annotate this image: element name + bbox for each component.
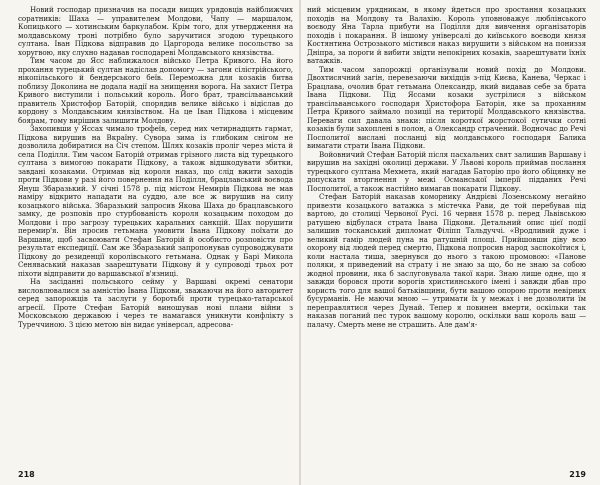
paragraph: Войовничий Стефан Баторій після пасхальних свят залишив Варшаву і вирушив на західні околиці держави. У Львові король приймав послання турецького султана Мехмета, який нагадав Баторію про його обіцянку не допускати вторгнення у межі Османської імперії підданих Речі Посполитої, а також настійно вимагав покарати Підкову. — [307, 149, 586, 193]
paragraph: Захопивши у Яссах чимало трофеїв, серед них четирнадцять гармат, Підкова вирушив на Вкраїну. Сувора зима із глибоким снігом не дозволила добиратися на Січ степом. Шлях козаків проліг через міста й села Поділля. Тим часом Баторій отримав грізного листа від турецького султана з вимогою покарати Підкову, а також відшкодувати збитки, завдані козаками. Отримав від короля наказ, що слід вжити заходів проти Підкови у разі його повернення на Поділля, брацлавський воєвода Януш Збаразький. У січні 1578 р. під містом Немирів Підкова не мав наміру відкрито нападати на суддю, але все ж вирушив на силу козацького війська. Збаразький запросив Якова Шаха до брацлавського замку, де розповів про стурбованість короля козацьким походом до Молдови і про загрозу турецьких каральних санкцій. Шах порушити перемир'я. Він просив гетьмана умовити Івана Підкову поїхати до Варшави, щоб засвоювати Стефан Баторій й особисто розповісти про результат експедиції. Сам же Збаразький запропонував супроводжувати Підкову до резиденції королівського гетьмана. Однак у Барі Микола Сеняваський наказав заарештувати Підкову й у супроводі трьох рот піхоти відправити до варшавської в'язниці. — [18, 124, 293, 278]
paragraph: Тим часом запорожці організували новий похід до Молдови. Двохтисячний загін, перевезаючи вихідців з-під Києва, Канева, Черкас і Брацлава, очолив брат гетьмана Олександр, який видавав себе за брата Івана Підкови. Під Яссами козаки зустрілися з військом трансільванського господаря Христофора Баторія, яке за проханням Петра Кривого займало позиції на території Молдавського князівства. Переваги сил давала знаки: після короткої жорстокої сутички сотні козаків були захоплені в полон, а Олександр страчений. Водночас до Речі Посполитої вислані посланці від молдавського господаря Балика вимагати страти Івана Підкови. — [307, 64, 586, 150]
right-page-text — [307, 6, 586, 329]
left-page-text — [18, 6, 293, 329]
paragraph: Стефан Баторій наказав коморнику Андрієві Лозенському негайно привезти козацького ватажка з містечка Рави, де той перебував під вартою, до столиці Червоної Русі. 16 червня 1578 р. перед Львівською ратушею відбулася страта Івана Підкови. Детальний опис цієї події залишив тосканський дипломат Філіпп Тальдуччі. «Вродливий дуже і великий гамір людей пуна на ратушній площі. Прийшовши діву всю охорону від людей перед смертю, Підкова попросив народ заспокоїтися і, коли настала тиша, звернувся до нього з такою промовою: «Панове поляки, я приведений на страту і не знаю за що, бо не знаю за собою жодної провини, яка б заслуговувала такої кари. Знаю лише одне, що я завжди боровся проти ворогів християнського імені і завжди дбав про користь того для вашої батьківщини, бути вашою опорою проти невірних бусурманів. Не маючи мною — утримати їх у межах і не дозволити їм переправлятися через Дунай. Тепер я повинен вмерти, оскільки так наказав поганий пес турок вашому королю, оскільки ваш король ваш — палачу. Смерть мене не страшить. Але дам'я- — [307, 192, 586, 329]
left-page — [0, 0, 299, 485]
paragraph: Тим часом до Ясс наближалося військо Петра Кривого. На його прохання турецький султан надіслав допомогу — загони сілістрійського, нікопільського й бендерського беїв. Переможна для козаків битва поблизу Доколина не додала надії на знищення ворога. На захист Петра Кривого виступили і польський король. Його брат, трансільванський правитель Христофор Баторій, спорядив велике військо і відіслав до кордону з Молдавським князівством. На це Іван Підкова і місцевим боярам, тому вирішив залишити Молдову. — [18, 56, 293, 125]
page-number: 219 — [569, 470, 586, 479]
page-number: 218 — [18, 470, 35, 479]
right-page — [301, 0, 600, 485]
paragraph: Новий господар призначив на посади вищих урядовців найближчих соратників: Шаха — управителем Молдови, Чапу — маршалом, Копицького — хотинським баркулабом. Крім того, для утвердження на молдавському троні потрібно було заручитися згодою турецького султана. Іван Підкова відправив до Царгорода велике посольство за хоругвою, яку слухно надавав господареві Молдавського князівства. — [18, 5, 293, 57]
paragraph: На засіданні польського сейму у Варшаві окремі сенатори висловлювалися за амністію Івана Підкови, зважаючи на його авторитет серед запорожців та заслуги у боротьбі проти турецько-татарської агресії. Проте Стефан Баторій виношував нові плани війни з Московською державою і через те намагався уникнути конфлікту з Туреччиною. З цією метою він видає універсал, адресова- — [18, 277, 293, 329]
paragraph: ний місцевим урядникам, в якому йдеться про зростання козацьких походів на Молдову та Валахію. Король уповноважує люблінського воєводу Яна Тарла прибути на Поділля для вивчення організаторів походів і покарання. В іншому універсалі до київського воєводи князя Костянтина Острозького містився наказ вирушити з військом на пониззя Дніпра, за пороги й вибити звідти непокірних козаків, заарештувати їхніх ватажків. — [307, 5, 586, 65]
